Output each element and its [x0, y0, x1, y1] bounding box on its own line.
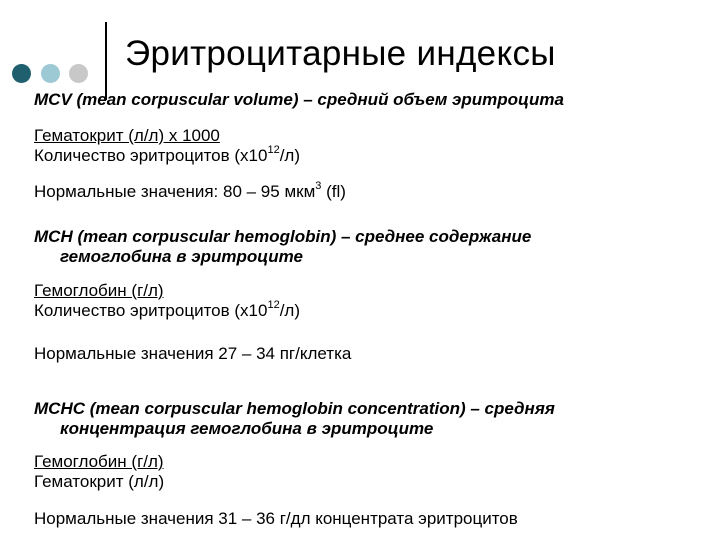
mch-denominator-text: Количество эритроцитов (x10: [34, 301, 268, 320]
mch-heading-text: [34, 227, 531, 267]
mchc-heading-line1: MCHC (mean corpuscular hemoglobin concentration) – средняя: [34, 399, 555, 418]
mch-heading: [34, 227, 531, 267]
mch-heading-line2: гемоглобина в эритроците: [60, 247, 303, 266]
mchc-numerator: Гемоглобин (г/л): [34, 452, 164, 471]
mcv-heading: [34, 90, 564, 110]
mcv-normal-values: [34, 182, 346, 202]
mchc-heading-line2: концентрация гемоглобина в эритроците: [60, 419, 434, 438]
dot-dark-icon: [12, 64, 31, 83]
mchc-formula: [34, 452, 164, 492]
mcv-normal-exponent: 3: [315, 180, 322, 193]
mch-denominator-exponent: 12: [267, 299, 280, 312]
mch-formula: [34, 281, 300, 321]
mchc-heading: [34, 399, 555, 439]
mcv-denominator-text: Количество эритроцитов (x10: [34, 146, 268, 165]
mch-denominator-unit: /л): [279, 301, 301, 320]
dot-light-blue-icon: [41, 64, 60, 83]
mcv-normal-unit: (fl): [321, 182, 346, 201]
mcv-denominator: [34, 146, 300, 166]
mcv-heading-text: MCV (mean corpuscular volume) – средний объем эритроцита: [34, 90, 564, 109]
page-title: Эритроцитарные индексы: [125, 34, 556, 73]
mch-numerator: Гемоглобин (г/л): [34, 281, 164, 300]
mcv-numerator: Гематокрит (л/л) x 1000: [34, 126, 220, 145]
mchc-normal: [34, 509, 518, 529]
title-divider-line: [105, 22, 107, 100]
mcv-denominator-unit: /л): [279, 146, 301, 165]
mch-denominator: [34, 301, 300, 321]
mchc-heading-text: [34, 399, 555, 439]
mcv-normal: [34, 182, 346, 202]
mcv-denominator-exponent: 12: [267, 144, 280, 157]
mch-heading-line1: MCH (mean corpuscular hemoglobin) – среднее содержание: [34, 227, 532, 246]
dot-gray-icon: [69, 64, 88, 83]
mchc-normal-values: Нормальные значения 31 – 36 г/дл концентрата эритроцитов: [34, 509, 518, 528]
mch-normal-values: Нормальные значения 27 – 34 пг/клетка: [34, 344, 352, 363]
mcv-formula: [34, 126, 300, 166]
mch-normal: [34, 344, 351, 364]
mchc-denominator: Гематокрит (л/л): [34, 472, 165, 491]
mcv-normal-text: Нормальные значения: 80 – 95 мкм: [34, 182, 316, 201]
